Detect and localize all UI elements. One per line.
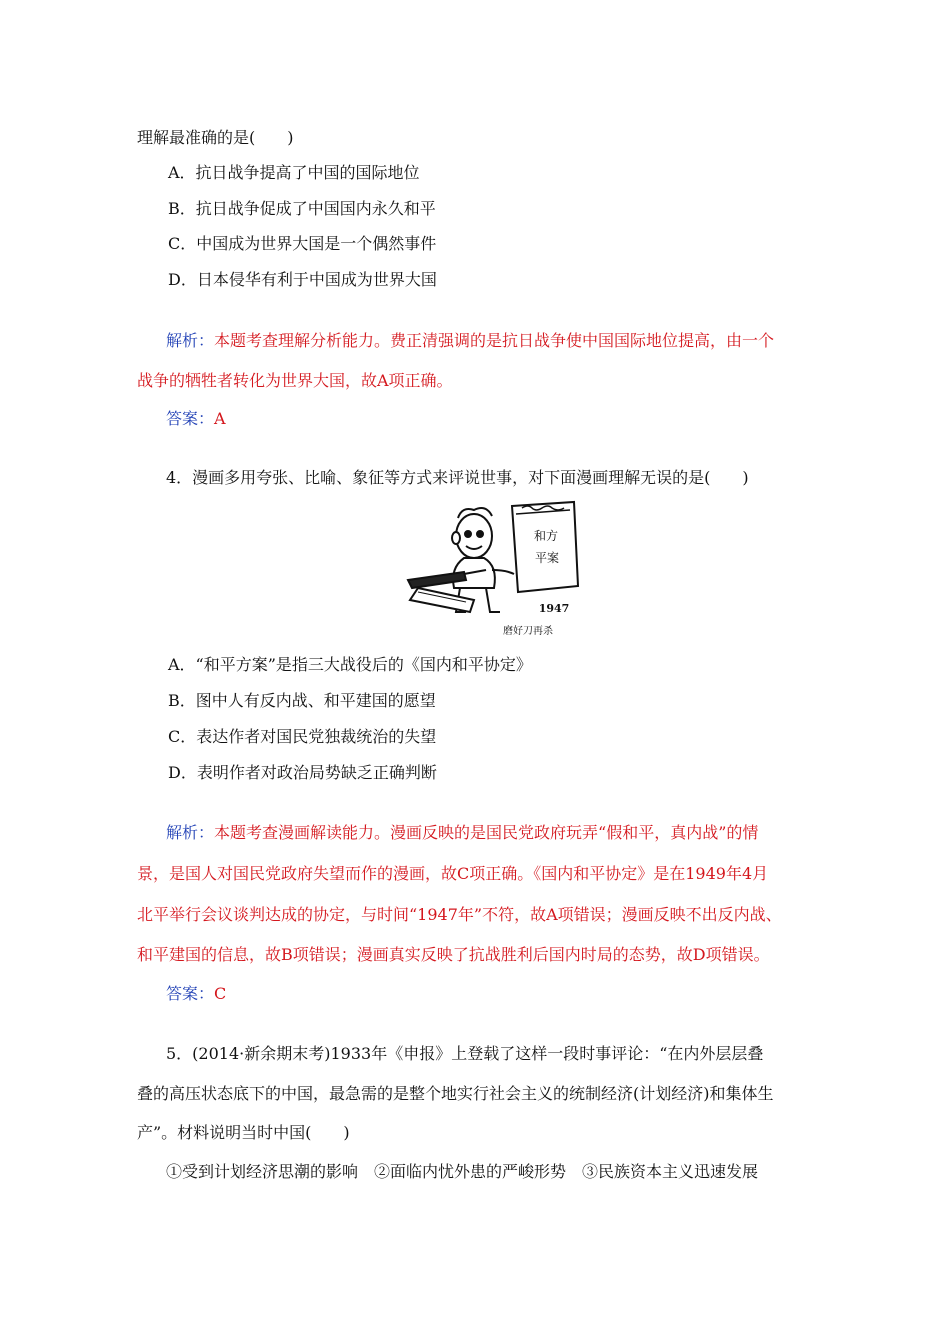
q3-analysis-line-1 (166, 330, 774, 352)
q5-stem-line-3: 产”。材料说明当时中国( ) (137, 1123, 350, 1142)
q3-answer-label: 答案： (166, 409, 215, 428)
q4-option-b: B．图中人有反内战、和平建国的愿望 (168, 691, 436, 710)
q4-analysis-text-1: 本题考查漫画解读能力。漫画反映的是国民党政府玩弄“假和平，真内战”的情 (214, 823, 759, 842)
q3-analysis-text-1: 本题考查理解分析能力。费正清强调的是抗日战争使中国国际地位提高，由一个 (214, 331, 775, 350)
q3-answer-value: A (214, 409, 226, 428)
sign-text-line-2: 平案 (534, 551, 560, 565)
q3-analysis-label: 解析： (166, 331, 215, 350)
peace-plan-cartoon (404, 500, 588, 638)
q3-option-d: D．日本侵华有利于中国成为世界大国 (168, 270, 437, 289)
q4-analysis-line-4: 和平建国的信息，故B项错误；漫画真实反映了抗战胜利后国内时局的态势，故D项错误。 (137, 945, 770, 964)
q4-answer-value: C (214, 984, 227, 1003)
q4-option-c: C．表达作者对国民党独裁统治的失望 (168, 727, 437, 746)
q3-stem-tail: 理解最准确的是( ) (137, 128, 294, 147)
q4-option-a: A．“和平方案”是指三大战役后的《国内和平协定》 (168, 655, 532, 674)
q4-answer-label: 答案： (166, 984, 215, 1003)
q3-analysis-line-2: 战争的牺牲者转化为世界大国，故A项正确。 (137, 371, 453, 390)
q4-analysis-line-2: 景，是国人对国民党政府失望而作的漫画，故C项正确。《国内和平协定》是在1949年4月 (137, 864, 769, 883)
q4-analysis-line-1 (166, 822, 758, 844)
q5-stem-line-2: 叠的高压状态底下的中国，最急需的是整个地实行社会主义的统制经济(计划经济)和集体生 (137, 1084, 774, 1103)
cartoon-year: 1947 (538, 602, 570, 615)
q5-choices: ①受到计划经济思潮的影响 ②面临内忧外患的严峻形势 ③民族资本主义迅速发展 (166, 1162, 759, 1181)
q3-answer (166, 408, 226, 430)
q3-option-c: C．中国成为世界大国是一个偶然事件 (168, 234, 437, 253)
sign-text-line-1: 和方 (533, 529, 559, 543)
q4-answer (166, 983, 226, 1005)
q4-option-d: D．表明作者对政治局势缺乏正确判断 (168, 763, 437, 782)
q5-stem-line-1: 5．(2014·新余期末考)1933年《申报》上登载了这样一段时事评论：“在内外层层叠 (166, 1044, 764, 1063)
q4-analysis-label: 解析： (166, 823, 215, 842)
q3-option-b: B．抗日战争促成了中国国内永久和平 (168, 199, 436, 218)
q4-analysis-line-3: 北平举行会议谈判达成的协定，与时间“1947年”不符，故A项错误；漫画反映不出反内战、 (137, 905, 782, 924)
cartoon-caption: 磨好刀再杀 (503, 626, 553, 637)
peace-plan-sign (512, 502, 578, 592)
q3-option-a: A．抗日战争提高了中国的国际地位 (168, 163, 420, 182)
q4-stem: 4．漫画多用夸张、比喻、象征等方式来评说世事，对下面漫画理解无误的是( ) (166, 468, 749, 487)
